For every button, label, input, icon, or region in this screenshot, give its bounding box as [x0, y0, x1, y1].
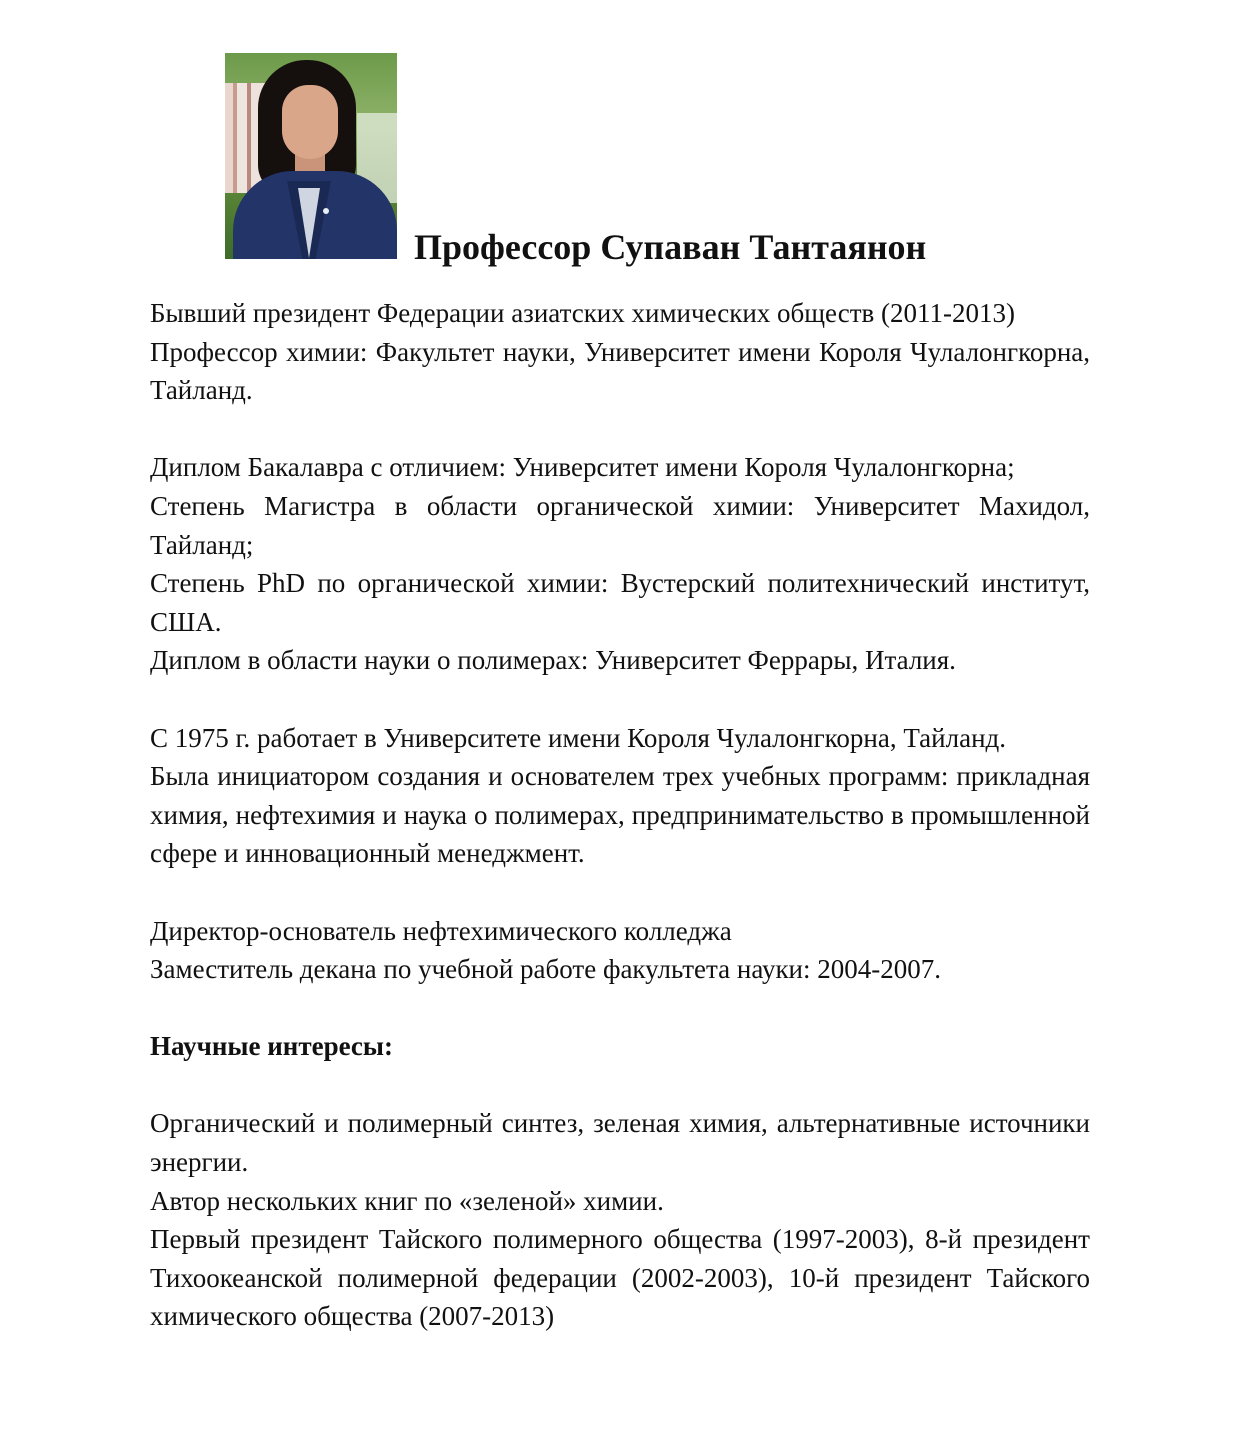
education-item: Диплом Бакалавра с отличием: Университет имени Короля Чулалонгкорна;	[150, 452, 1015, 483]
education-item: Степень PhD по органической химии: Вустерский политехнический институт, США.	[150, 568, 1090, 637]
page-title: Профессор Супаван Тантаянон	[414, 227, 927, 267]
portrait-photo	[225, 53, 397, 259]
career-item: Была инициатором создания и основателем трех учебных программ: прикладная химия, нефтехимия и наука о полимерах, предпринимательство в промышленной сфере и инновационный менеджмент.	[150, 761, 1090, 869]
education-item: Диплом в области науки о полимерах: Университет Феррары, Италия.	[150, 645, 956, 676]
research-item: Первый президент Тайского полимерного общества (1997-2003), 8-й президент Тихоокеанской полимерной федерации (2002-2003), 10-й президент Тайского химического общества (2007-2013)	[150, 1224, 1090, 1332]
position-item: Заместитель декана по учебной работе факультета науки: 2004-2007.	[150, 954, 942, 985]
education-item: Степень Магистра в области органической химии: Университет Махидол, Тайланд;	[150, 490, 1090, 560]
research-item: Органический и полимерный синтез, зеленая химия, альтернативные источники энергии.	[150, 1108, 1090, 1178]
research-item: Автор нескольких книг по «зеленой» химии.	[150, 1185, 664, 1216]
position-item: Директор-основатель нефтехимического колледжа	[150, 915, 732, 946]
career-item: С 1975 г. работает в Университете имени Короля Чулалонгкорна, Тайланд.	[150, 722, 1007, 753]
intro-line: Бывший президент Федерации азиатских химических обществ (2011-2013)	[150, 298, 1015, 328]
document-body	[150, 294, 1090, 1336]
research-heading: Научные интересы:	[150, 1031, 393, 1062]
intro-line: Профессор химии: Факультет науки, Университет имени Короля Чулалонгкорна, Тайланд.	[150, 336, 1090, 406]
